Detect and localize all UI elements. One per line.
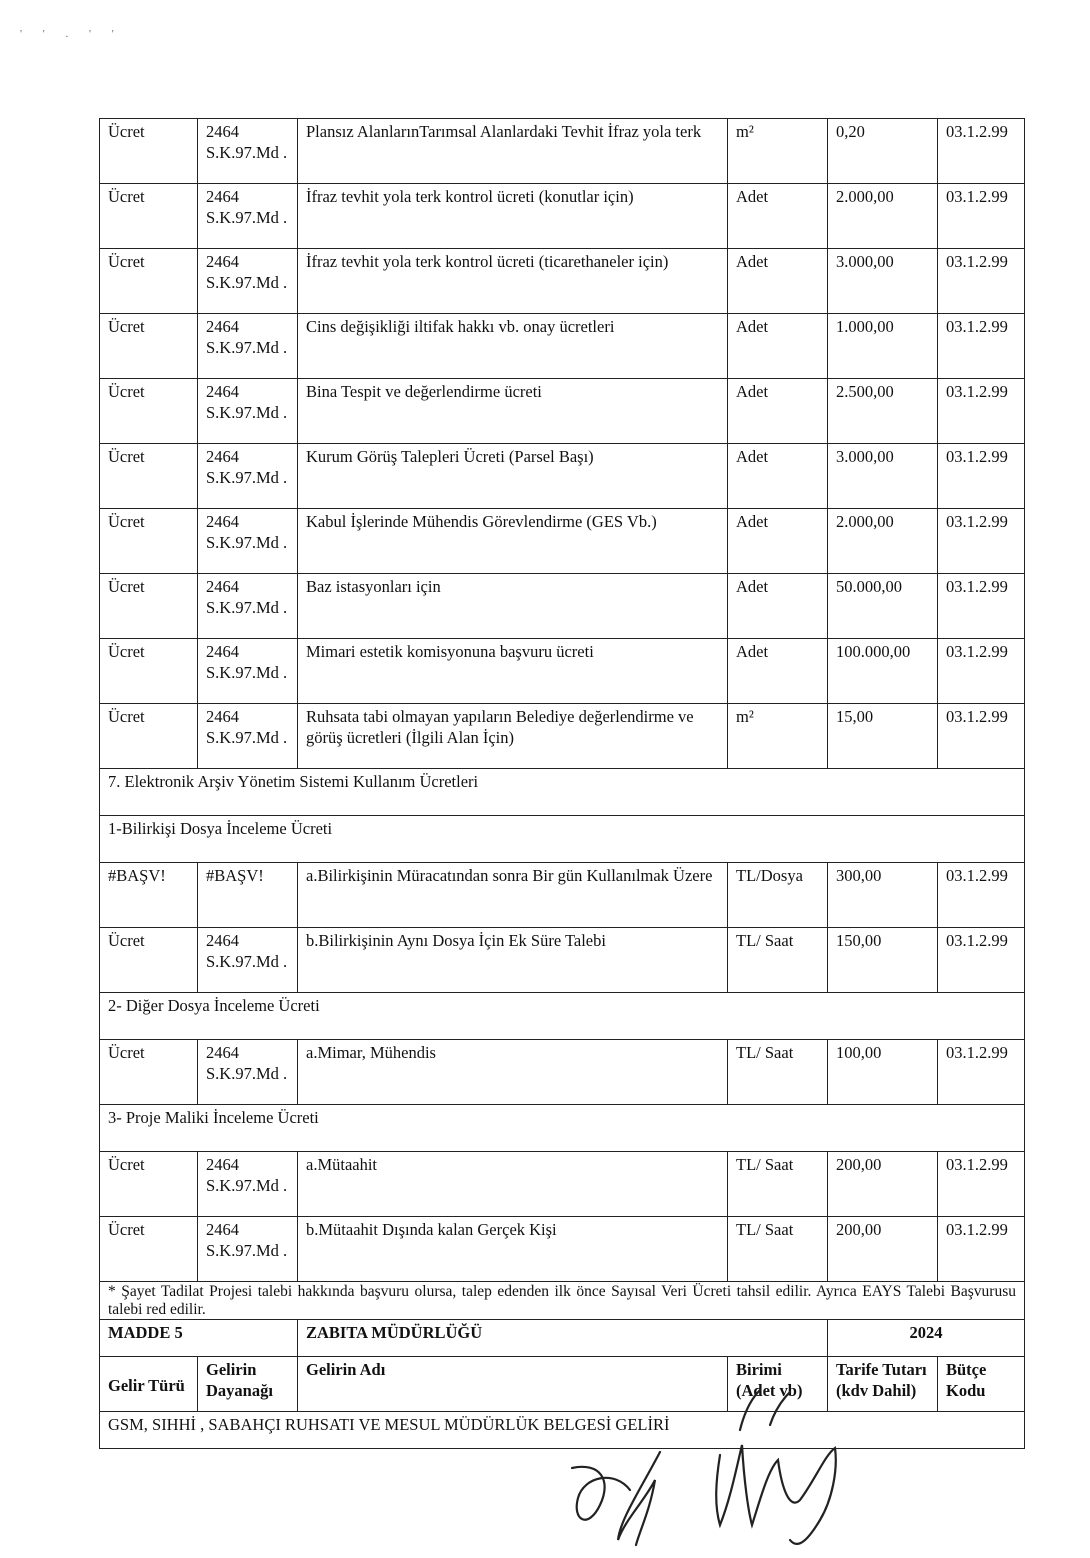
budget-code: 03.1.2.99 [938, 314, 1025, 379]
budget-code: 03.1.2.99 [938, 639, 1025, 704]
budget-code: 03.1.2.99 [938, 704, 1025, 769]
header-budget-code: Bütçe Kodu [938, 1357, 1025, 1412]
revenue-name: Cins değişikliği iltifak hakkı vb. onay ücretleri [298, 314, 728, 379]
budget-code: 03.1.2.99 [938, 444, 1025, 509]
revenue-type: Ücret [100, 1040, 198, 1105]
unit: TL/Dosya [728, 863, 828, 928]
revenue-name: a.Mütaahit [298, 1152, 728, 1217]
budget-code: 03.1.2.99 [938, 379, 1025, 444]
unit: TL/ Saat [728, 1152, 828, 1217]
tariff-amount: 3.000,00 [828, 444, 938, 509]
tariff-amount: 2.000,00 [828, 509, 938, 574]
legal-basis: 2464 S.K.97.Md . [198, 1152, 298, 1217]
legal-basis: 2464 S.K.97.Md . [198, 574, 298, 639]
unit: Adet [728, 249, 828, 314]
budget-code: 03.1.2.99 [938, 509, 1025, 574]
scan-marks: ' ' . ' ' [20, 28, 123, 40]
revenue-name: Baz istasyonları için [298, 574, 728, 639]
unit: m² [728, 119, 828, 184]
revenue-name: Bina Tespit ve değerlendirme ücreti [298, 379, 728, 444]
tariff-amount: 1.000,00 [828, 314, 938, 379]
budget-code: 03.1.2.99 [938, 249, 1025, 314]
tariff-amount: 300,00 [828, 863, 938, 928]
unit: Adet [728, 379, 828, 444]
budget-code: 03.1.2.99 [938, 119, 1025, 184]
header-revenue-type-label: Gelir Türü [108, 1376, 185, 1395]
legal-basis: 2464 S.K.97.Md . [198, 509, 298, 574]
revenue-type: Ücret [100, 574, 198, 639]
budget-code: 03.1.2.99 [938, 574, 1025, 639]
unit: TL/ Saat [728, 928, 828, 993]
section-title: 7. Elektronik Arşiv Yönetim Sistemi Kullanım Ücretleri [100, 769, 1025, 816]
revenue-name: Plansız AlanlarınTarımsal Alanlardaki Tevhit İfraz yola terk [298, 119, 728, 184]
tariff-amount: 3.000,00 [828, 249, 938, 314]
footnote: * Şayet Tadilat Projesi talebi hakkında başvuru olursa, talep edenden ilk önce Sayısal Veri Ücreti tahsil edilir. Ayrıca EAYS Talebi Başvurusu talebi red edilir. [100, 1282, 1025, 1320]
revenue-type: Ücret [100, 509, 198, 574]
legal-basis: 2464 S.K.97.Md . [198, 1040, 298, 1105]
legal-basis: 2464 S.K.97.Md . [198, 928, 298, 993]
legal-basis: 2464 S.K.97.Md . [198, 184, 298, 249]
revenue-name: Kurum Görüş Talepleri Ücreti (Parsel Başı) [298, 444, 728, 509]
subsection-title: 3- Proje Maliki İnceleme Ücreti [100, 1105, 1025, 1152]
tariff-amount: 100.000,00 [828, 639, 938, 704]
legal-basis: #BAŞV! [198, 863, 298, 928]
unit: Adet [728, 509, 828, 574]
unit: TL/ Saat [728, 1040, 828, 1105]
legal-basis: 2464 S.K.97.Md . [198, 119, 298, 184]
unit: Adet [728, 184, 828, 249]
budget-code: 03.1.2.99 [938, 1040, 1025, 1105]
article-label: MADDE 5 [100, 1320, 298, 1357]
tariff-amount: 50.000,00 [828, 574, 938, 639]
legal-basis: 2464 S.K.97.Md . [198, 639, 298, 704]
tariff-amount: 2.000,00 [828, 184, 938, 249]
revenue-name: Mimari estetik komisyonuna başvuru ücreti [298, 639, 728, 704]
revenue-type: Ücret [100, 249, 198, 314]
unit: TL/ Saat [728, 1217, 828, 1282]
legal-basis: 2464 S.K.97.Md . [198, 704, 298, 769]
budget-code: 03.1.2.99 [938, 863, 1025, 928]
revenue-name: Ruhsata tabi olmayan yapıların Belediye değerlendirme ve görüş ücretleri (İlgili Alan İçin) [298, 704, 728, 769]
legal-basis: 2464 S.K.97.Md . [198, 249, 298, 314]
revenue-name: b.Mütaahit Dışında kalan Gerçek Kişi [298, 1217, 728, 1282]
legal-basis: 2464 S.K.97.Md . [198, 314, 298, 379]
subsection-title: 1-Bilirkişi Dosya İnceleme Ücreti [100, 816, 1025, 863]
revenue-type: Ücret [100, 928, 198, 993]
revenue-name: a.Bilirkişinin Müracatından sonra Bir gün Kullanılmak Üzere [298, 863, 728, 928]
unit: Adet [728, 314, 828, 379]
revenue-name: b.Bilirkişinin Aynı Dosya İçin Ek Süre Talebi [298, 928, 728, 993]
unit: Adet [728, 639, 828, 704]
tariff-amount: 2.500,00 [828, 379, 938, 444]
revenue-type: Ücret [100, 444, 198, 509]
tariff-amount: 200,00 [828, 1152, 938, 1217]
category-title: GSM, SIHHİ , SABAHÇI RUHSATI VE MESUL MÜDÜRLÜK BELGESİ GELİRİ [100, 1412, 1025, 1449]
subsection-title: 2- Diğer Dosya İnceleme Ücreti [100, 993, 1025, 1040]
header-unit: Birimi (Adet vb) [728, 1357, 828, 1412]
unit: Adet [728, 444, 828, 509]
revenue-name: Kabul İşlerinde Mühendis Görevlendirme (GES Vb.) [298, 509, 728, 574]
budget-code: 03.1.2.99 [938, 1152, 1025, 1217]
header-tariff-amount: Tarife Tutarı (kdv Dahil) [828, 1357, 938, 1412]
revenue-type: Ücret [100, 314, 198, 379]
revenue-type: Ücret [100, 704, 198, 769]
legal-basis: 2464 S.K.97.Md . [198, 379, 298, 444]
legal-basis: 2464 S.K.97.Md . [198, 1217, 298, 1282]
revenue-name: a.Mimar, Mühendis [298, 1040, 728, 1105]
tariff-amount: 150,00 [828, 928, 938, 993]
unit: Adet [728, 574, 828, 639]
revenue-type: #BAŞV! [100, 863, 198, 928]
tariff-amount: 200,00 [828, 1217, 938, 1282]
tariff-amount: 100,00 [828, 1040, 938, 1105]
tariff-amount: 15,00 [828, 704, 938, 769]
revenue-type: Ücret [100, 1217, 198, 1282]
revenue-type: Ücret [100, 184, 198, 249]
header-revenue-name: Gelirin Adı [298, 1357, 728, 1412]
budget-code: 03.1.2.99 [938, 928, 1025, 993]
revenue-type: Ücret [100, 1152, 198, 1217]
tariff-amount: 0,20 [828, 119, 938, 184]
revenue-name: İfraz tevhit yola terk kontrol ücreti (konutlar için) [298, 184, 728, 249]
department-title: ZABITA MÜDÜRLÜĞÜ [298, 1320, 828, 1357]
tariff-year: 2024 [828, 1320, 1025, 1357]
budget-code: 03.1.2.99 [938, 184, 1025, 249]
revenue-name: İfraz tevhit yola terk kontrol ücreti (ticarethaneler için) [298, 249, 728, 314]
header-legal-basis: Gelirin Dayanağı [198, 1357, 298, 1412]
revenue-type: Ücret [100, 119, 198, 184]
budget-code: 03.1.2.99 [938, 1217, 1025, 1282]
revenue-type: Ücret [100, 379, 198, 444]
revenue-type: Ücret [100, 639, 198, 704]
unit: m² [728, 704, 828, 769]
legal-basis: 2464 S.K.97.Md . [198, 444, 298, 509]
